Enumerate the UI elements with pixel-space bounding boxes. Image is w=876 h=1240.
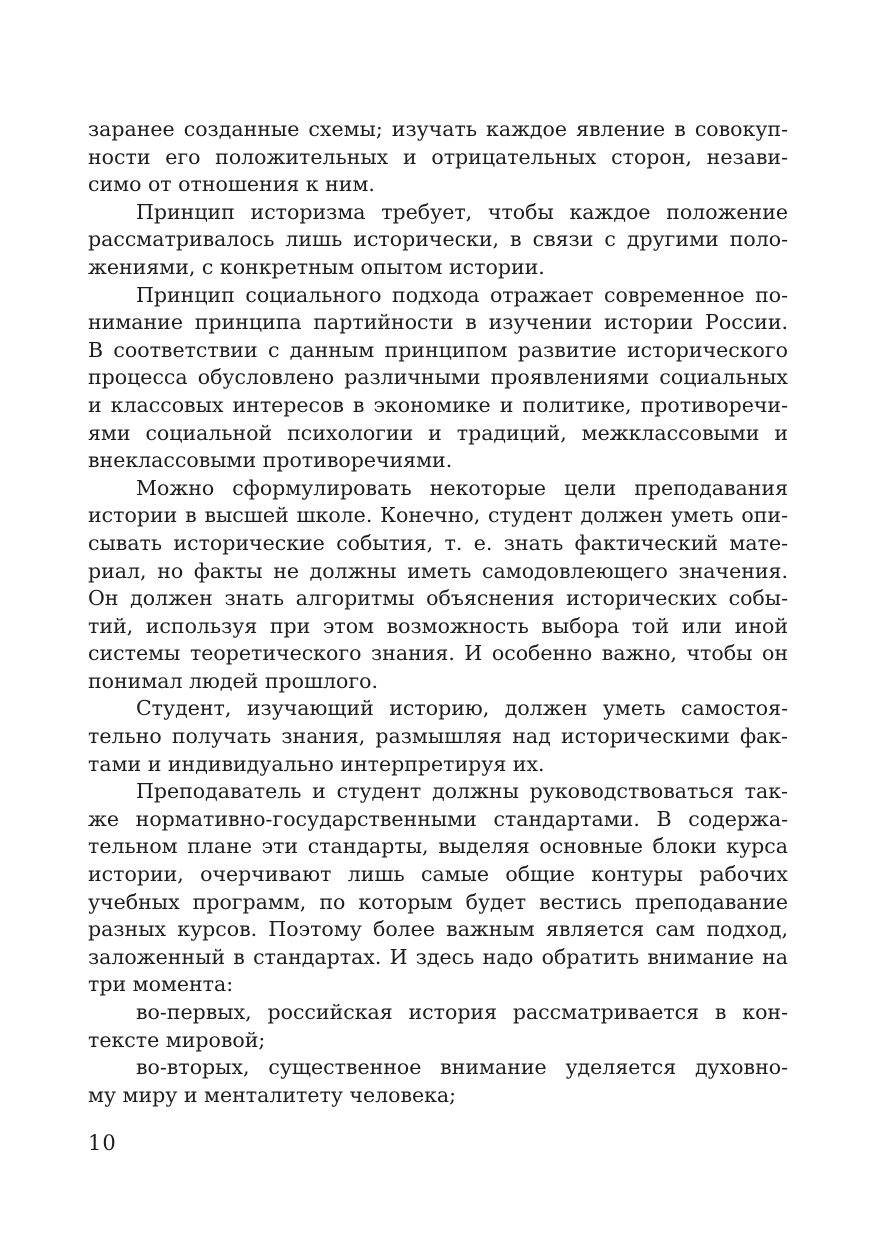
text-line: тельном плане эти стандарты, выделяя основные блоки курса bbox=[88, 834, 788, 859]
text-line: во-первых, российская история рассматривается в кон- bbox=[136, 1000, 788, 1024]
text-line: симо от отношения к ним. bbox=[88, 172, 375, 197]
text-line: заложенный в стандартах. И здесь надо обратить внимание на bbox=[88, 944, 788, 969]
text-line: жениями, с конкретным опытом истории. bbox=[88, 254, 545, 279]
page-number: 10 bbox=[88, 1131, 117, 1155]
text-line: понимал людей прошлого. bbox=[88, 668, 378, 693]
paragraph bbox=[88, 199, 788, 282]
body-text bbox=[88, 116, 788, 1109]
text-line: тексте мировой; bbox=[88, 1027, 266, 1052]
paragraph bbox=[88, 475, 788, 696]
text-line: нимание принципа партийности в изучении истории России. bbox=[88, 310, 788, 335]
text-line: тий, используя при этом возможность выбора той или иной bbox=[88, 613, 788, 638]
text-line: истории, очерчивают лишь самые общие контуры рабочих bbox=[88, 862, 788, 887]
paragraph bbox=[88, 778, 788, 999]
text-line: ности его положительных и отрицательных сторон, незави- bbox=[88, 144, 788, 169]
text-line: Принцип социального подхода отражает современное по- bbox=[136, 282, 788, 307]
text-line: три момента: bbox=[88, 972, 234, 997]
text-line: во-вторых, существенное внимание уделяется духовно- bbox=[136, 1055, 788, 1080]
text-line: и классовых интересов в экономике и политике, противоречи- bbox=[88, 392, 788, 417]
text-line: сывать исторические события, т. е. знать фактический мате- bbox=[88, 530, 788, 555]
text-line: заранее созданные схемы; изучать каждое явление в совокуп- bbox=[88, 117, 788, 141]
text-line: системы теоретического знания. И особенно важно, чтобы он bbox=[88, 641, 788, 666]
text-line: му миру и менталитету человека; bbox=[88, 1082, 457, 1107]
text-line: Можно сформулировать некоторые цели преподавания bbox=[136, 475, 788, 500]
text-line: рассматривалось лишь исторически, в связи с другими поло- bbox=[88, 227, 788, 252]
text-line: же нормативно-государственными стандартами. В содержа- bbox=[88, 806, 788, 831]
paragraph bbox=[88, 116, 788, 199]
paragraph bbox=[88, 999, 788, 1054]
paragraph bbox=[88, 695, 788, 778]
text-line: Преподаватель и студент должны руководствоваться так- bbox=[136, 779, 788, 804]
text-line: ями социальной психологии и традиций, межклассовыми и bbox=[88, 420, 788, 445]
paragraph bbox=[88, 1054, 788, 1109]
text-line: В соответствии с данным принципом развитие исторического bbox=[88, 337, 788, 362]
text-line: тельно получать знания, размышляя над историческими фак- bbox=[88, 724, 788, 749]
text-line: внеклассовыми противоречиями. bbox=[88, 448, 453, 473]
text-line: процесса обусловлено различными проявлениями социальных bbox=[88, 365, 788, 390]
text-line: истории в высшей школе. Конечно, студент должен уметь опи- bbox=[88, 503, 788, 528]
text-line: Студент, изучающий историю, должен уметь самостоя- bbox=[136, 696, 788, 721]
text-line: тами и индивидуально интерпретируя их. bbox=[88, 751, 545, 776]
text-line: Он должен знать алгоритмы объяснения исторических собы- bbox=[88, 586, 788, 611]
text-line: учебных программ, по которым будет вестись преподавание bbox=[88, 889, 788, 914]
text-line: Принцип историзма требует, чтобы каждое положение bbox=[136, 199, 788, 224]
text-line: разных курсов. Поэтому более важным является сам подход, bbox=[88, 917, 788, 942]
paragraph bbox=[88, 282, 788, 475]
text-line: риал, но факты не должны иметь самодовлеющего значения. bbox=[88, 558, 788, 583]
